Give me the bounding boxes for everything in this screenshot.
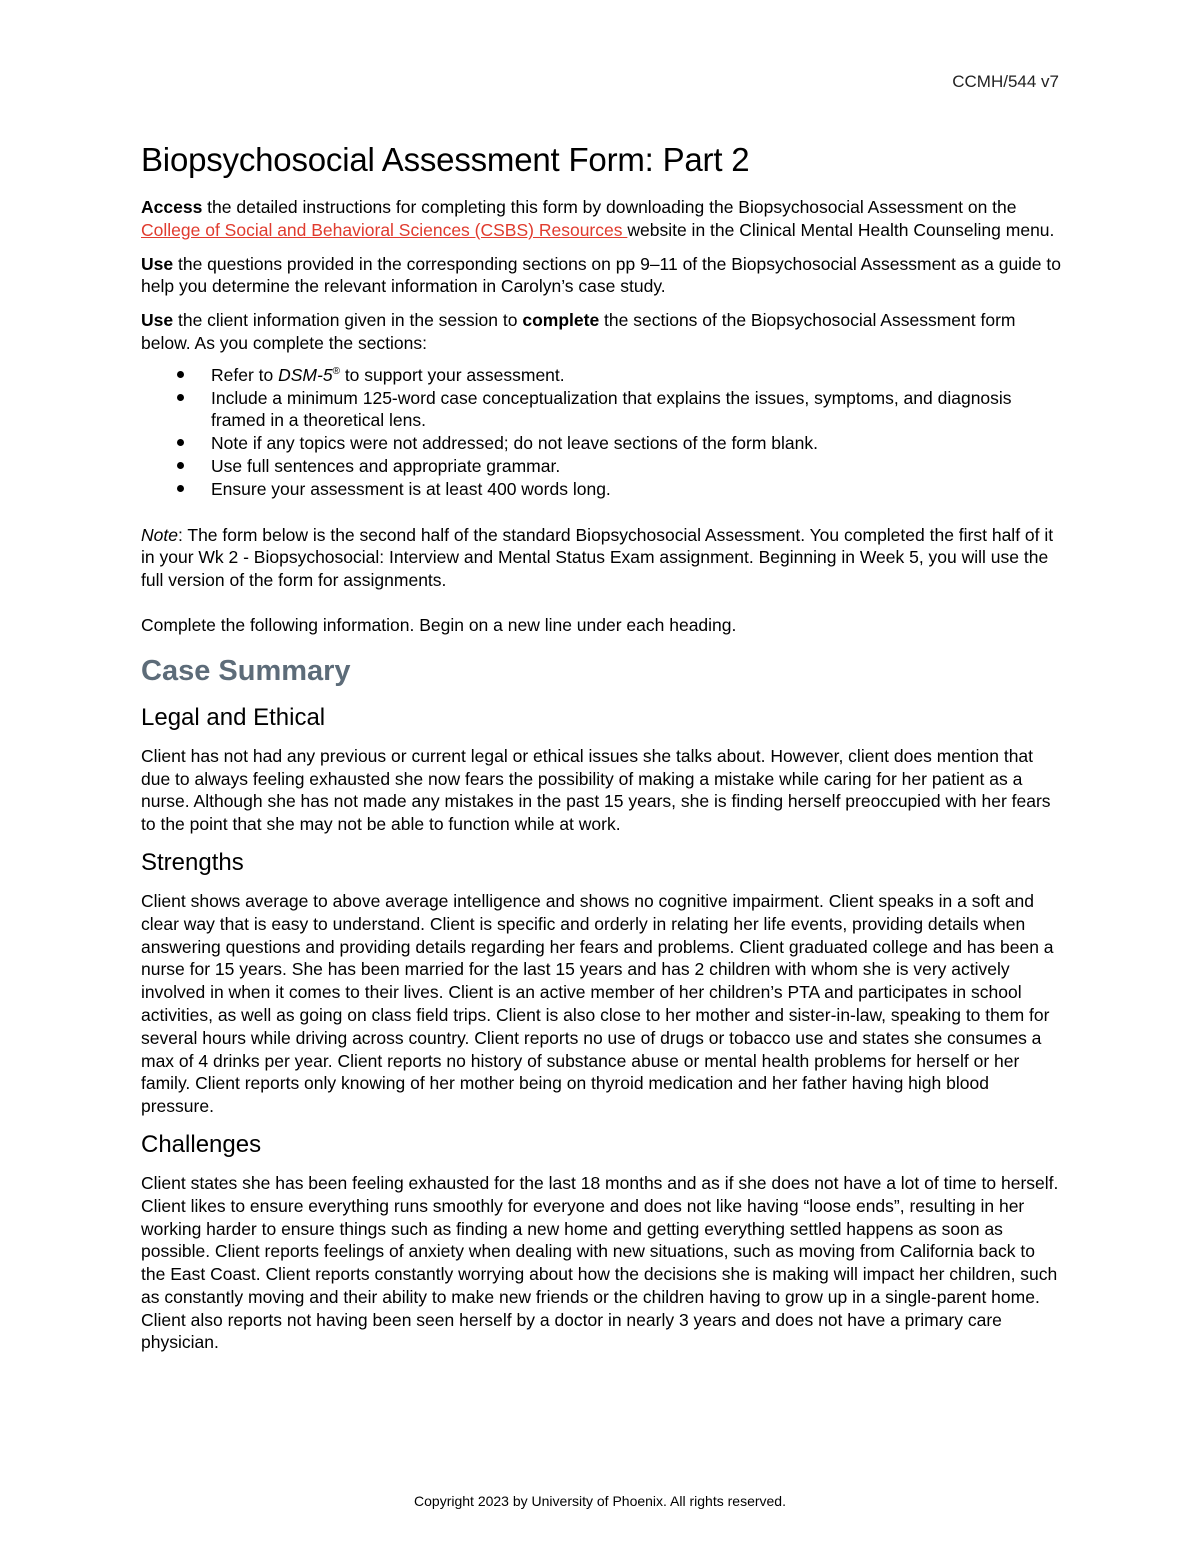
client-info-text-2: the sections of the Biopsychosocial Assessment form below. As you complete the sections:: [141, 310, 1016, 353]
document-page: [141, 0, 1061, 1553]
legal-ethical-heading: Legal and Ethical: [141, 703, 326, 731]
access-bold: Access: [141, 197, 203, 217]
list-item: Refer to DSM-5® to support your assessment.: [141, 364, 1061, 387]
list-item: Include a minimum 125-word case conceptualization that explains the issues, symptoms, and diagnosis framed in a theoretical lens.: [141, 387, 1061, 433]
intro-paragraph-questions: [141, 253, 1061, 299]
list-item: Ensure your assessment is at least 400 words long.: [141, 478, 1061, 501]
bullet-dot-icon: [177, 462, 184, 469]
dsm-italic: DSM-5: [278, 364, 333, 385]
client-info-text-1: the client information given in the session to: [173, 310, 523, 331]
note-label: Note: [141, 524, 178, 545]
note-paragraph: [141, 524, 1061, 592]
intro-paragraph-client-info: [141, 309, 1061, 355]
list-item: Use full sentences and appropriate grammar.: [141, 455, 1061, 478]
bullet-dot-icon: [177, 371, 184, 378]
course-code: CCMH/544 v7: [952, 72, 1059, 91]
copyright-footer: Copyright 2023 by University of Phoenix. All rights reserved.: [414, 1493, 786, 1509]
bullet-dot-icon: [177, 394, 184, 401]
instruction-bullet-list: [141, 364, 1061, 501]
use-bold: Use: [141, 253, 174, 274]
page-title: Biopsychosocial Assessment Form: Part 2: [141, 141, 750, 178]
document-body: [141, 196, 1061, 1354]
legal-ethical-body: Client has not had any previous or current legal or ethical issues she talks about. However, client does mention that due to always feeling exhausted she now fears the possibility of making a mistake while caring for her patient as a nurse. Although she has not made any mistakes in the past 15 years, she is finding herself preoccupied with her fears to the point that she may not be able to function while at work.: [141, 745, 1051, 835]
strengths-heading: Strengths: [141, 848, 244, 876]
questions-text: the questions provided in the corresponding sections on pp 9–11 of the Biopsychosocial Assessment as a guide to help you determine the relevant information in Carolyn’s case study.: [141, 253, 1061, 297]
strengths-body: Client shows average to above average intelligence and shows no cognitive impairment. Client speaks in a soft and clear way that is easy to understand. Client is specific and orderly in relating her life events, providing details when answering questions and providing details regarding her fears and problems. Client graduated college and has been a nurse for 15 years. She has been married for the last 15 years and has 2 children with whom she is very actively involved in when it comes to their lives. Client is an active member of her children’s PTA and participates in school activities, as well as going on class field trips. Client is also close to her mother and sister-in-law, speaking to them for several hours while driving across country. Client reports no use of drugs or tobacco use and states she consumes a max of 4 drinks per year. Client reports no history of substance abuse or mental health problems for herself or her family. Client reports only knowing of her mother being on thyroid medication and her father having high blood pressure.: [141, 890, 1054, 1117]
list-item: Note if any topics were not addressed; do not leave sections of the form blank.: [141, 432, 1061, 455]
bullet-dot-icon: [177, 439, 184, 446]
note-text: : The form below is the second half of the standard Biopsychosocial Assessment. You completed the first half of it in your Wk 2 - Biopsychosocial: Interview and Mental Status Exam assignment. Beginning in Week 5, you will use the full version of the form for assignments.: [141, 524, 1054, 591]
intro-paragraph-access: [141, 196, 1061, 242]
csbs-resources-link[interactable]: College of Social and Behavioral Sciences (CSBS) Resources: [141, 219, 628, 240]
challenges-heading: Challenges: [141, 1130, 262, 1158]
complete-bold: complete: [522, 310, 600, 331]
case-summary-heading: Case Summary: [141, 654, 351, 687]
registered-mark: ®: [332, 365, 340, 377]
access-text-after: website in the Clinical Mental Health Counseling menu.: [627, 219, 1055, 240]
instruction-line: Complete the following information. Begin on a new line under each heading.: [141, 614, 737, 635]
challenges-body: Client states she has been feeling exhausted for the last 18 months and as if she does not have a lot of time to herself. Client likes to ensure everything runs smoothly for everyone and does not like having “loose ends”, resulting in her working harder to ensure things such as finding a new home and getting everything settled happens as soon as possible. Client reports feelings of anxiety when dealing with new situations, such as moving from California back to the East Coast. Client reports constantly worrying about how the decisions she is making will impact her children, such as constantly moving and their ability to make new friends or the children having to grow up in a single-parent home. Client also reports not having been seen herself by a doctor in nearly 3 years and does not have a primary care physician.: [141, 1172, 1059, 1353]
bullet-dot-icon: [177, 485, 184, 492]
use-bold-2: Use: [141, 310, 174, 331]
access-text: the detailed instructions for completing this form by downloading the Biopsychosocial Assessment on the: [202, 197, 1017, 217]
